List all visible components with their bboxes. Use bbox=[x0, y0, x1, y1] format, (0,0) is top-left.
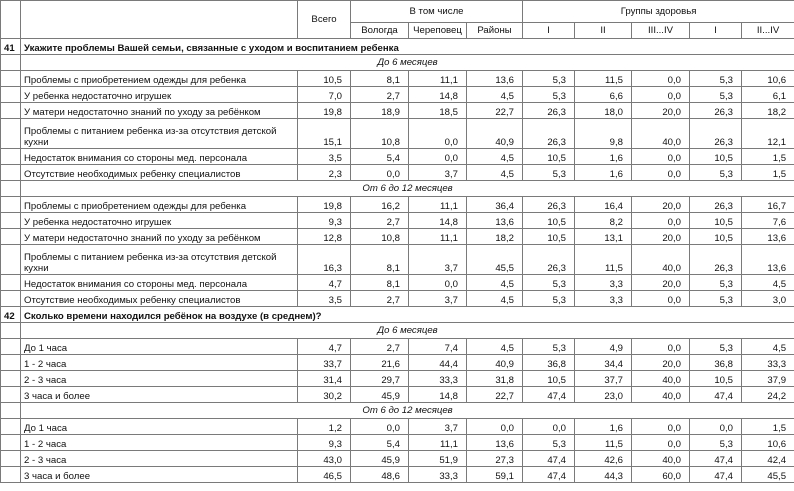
value-cell: 45,9 bbox=[351, 451, 409, 467]
row-label: Проблемы с приобретением одежды для ребенка bbox=[21, 71, 298, 87]
value-cell: 10,5 bbox=[523, 213, 575, 229]
section-title: До 6 месяцев bbox=[21, 323, 794, 339]
value-cell: 40,0 bbox=[632, 387, 690, 403]
row-label: Проблемы с питанием ребенка из-за отсутствия детской кухни bbox=[21, 245, 298, 275]
value-cell: 5,3 bbox=[690, 339, 742, 355]
value-cell: 5,3 bbox=[690, 291, 742, 307]
value-cell: 12,8 bbox=[298, 229, 351, 245]
value-cell: 3,0 bbox=[742, 291, 794, 307]
value-cell: 2,7 bbox=[351, 87, 409, 103]
value-cell: 3,5 bbox=[298, 149, 351, 165]
value-cell: 13,6 bbox=[742, 229, 794, 245]
header-sub-group-1: I bbox=[523, 23, 575, 39]
value-cell: 5,3 bbox=[523, 275, 575, 291]
table-row bbox=[1, 355, 794, 371]
value-cell: 18,2 bbox=[467, 229, 523, 245]
row-label: 2 - 3 часа bbox=[21, 371, 298, 387]
value-cell: 3,5 bbox=[298, 291, 351, 307]
value-cell: 19,8 bbox=[298, 197, 351, 213]
value-cell: 1,6 bbox=[575, 149, 632, 165]
table-row bbox=[1, 165, 794, 181]
value-cell: 42,4 bbox=[742, 451, 794, 467]
row-label: У матери недостаточно знаний по уходу за ребёнком bbox=[21, 103, 298, 119]
value-cell: 4,5 bbox=[742, 275, 794, 291]
value-cell: 60,0 bbox=[632, 467, 690, 483]
value-cell: 31,8 bbox=[467, 371, 523, 387]
table-row bbox=[1, 213, 794, 229]
value-cell: 45,9 bbox=[351, 387, 409, 403]
header-sub-cherepovets: Череповец bbox=[409, 23, 467, 39]
section-num-cell bbox=[1, 181, 21, 197]
value-cell: 33,3 bbox=[742, 355, 794, 371]
value-cell: 4,7 bbox=[298, 339, 351, 355]
value-cell: 37,7 bbox=[575, 371, 632, 387]
value-cell: 5,4 bbox=[351, 149, 409, 165]
table-row bbox=[1, 451, 794, 467]
table-row bbox=[1, 371, 794, 387]
value-cell: 13,6 bbox=[742, 245, 794, 275]
value-cell: 5,3 bbox=[690, 275, 742, 291]
value-cell: 14,8 bbox=[409, 87, 467, 103]
row-num-cell bbox=[1, 119, 21, 149]
value-cell: 24,2 bbox=[742, 387, 794, 403]
value-cell: 26,3 bbox=[523, 197, 575, 213]
section-num-cell bbox=[1, 55, 21, 71]
value-cell: 16,3 bbox=[298, 245, 351, 275]
table-row bbox=[1, 467, 794, 483]
header-health-group: Группы здоровья bbox=[523, 1, 794, 23]
row-num-cell bbox=[1, 371, 21, 387]
value-cell: 15,1 bbox=[298, 119, 351, 149]
question-number: 42 bbox=[1, 307, 21, 323]
header-label-cell bbox=[21, 1, 298, 39]
row-label: 2 - 3 часа bbox=[21, 451, 298, 467]
row-num-cell bbox=[1, 71, 21, 87]
value-cell: 11,1 bbox=[409, 71, 467, 87]
table-row bbox=[1, 291, 794, 307]
header-sub-group-3-4: III...IV bbox=[632, 23, 690, 39]
value-cell: 0,0 bbox=[632, 149, 690, 165]
value-cell: 11,5 bbox=[575, 245, 632, 275]
value-cell: 1,5 bbox=[742, 165, 794, 181]
value-cell: 48,6 bbox=[351, 467, 409, 483]
value-cell: 1,5 bbox=[742, 419, 794, 435]
row-num-cell bbox=[1, 197, 21, 213]
value-cell: 4,7 bbox=[298, 275, 351, 291]
row-num-cell bbox=[1, 149, 21, 165]
value-cell: 10,5 bbox=[298, 71, 351, 87]
value-cell: 6,6 bbox=[575, 87, 632, 103]
value-cell: 10,5 bbox=[690, 229, 742, 245]
value-cell: 29,7 bbox=[351, 371, 409, 387]
section-row bbox=[1, 403, 794, 419]
value-cell: 10,5 bbox=[523, 229, 575, 245]
value-cell: 3,3 bbox=[575, 291, 632, 307]
value-cell: 16,2 bbox=[351, 197, 409, 213]
table-row bbox=[1, 387, 794, 403]
row-num-cell bbox=[1, 451, 21, 467]
header-sub-group-1b: I bbox=[690, 23, 742, 39]
value-cell: 4,5 bbox=[467, 291, 523, 307]
value-cell: 0,0 bbox=[632, 213, 690, 229]
value-cell: 26,3 bbox=[690, 119, 742, 149]
table-row bbox=[1, 339, 794, 355]
value-cell: 40,9 bbox=[467, 355, 523, 371]
value-cell: 7,4 bbox=[409, 339, 467, 355]
value-cell: 6,1 bbox=[742, 87, 794, 103]
table-row bbox=[1, 197, 794, 213]
row-num-cell bbox=[1, 419, 21, 435]
row-num-cell bbox=[1, 245, 21, 275]
question-row bbox=[1, 39, 794, 55]
value-cell: 4,5 bbox=[467, 87, 523, 103]
row-label: До 1 часа bbox=[21, 419, 298, 435]
value-cell: 7,0 bbox=[298, 87, 351, 103]
section-row bbox=[1, 323, 794, 339]
value-cell: 46,5 bbox=[298, 467, 351, 483]
value-cell: 26,3 bbox=[523, 103, 575, 119]
value-cell: 20,0 bbox=[632, 355, 690, 371]
row-num-cell bbox=[1, 213, 21, 229]
value-cell: 0,0 bbox=[632, 71, 690, 87]
question-number: 41 bbox=[1, 39, 21, 55]
value-cell: 45,5 bbox=[467, 245, 523, 275]
section-title: От 6 до 12 месяцев bbox=[21, 181, 794, 197]
section-num-cell bbox=[1, 323, 21, 339]
value-cell: 14,8 bbox=[409, 387, 467, 403]
value-cell: 0,0 bbox=[523, 419, 575, 435]
value-cell: 13,6 bbox=[467, 435, 523, 451]
row-label: У ребенка недостаточно игрушек bbox=[21, 213, 298, 229]
value-cell: 26,3 bbox=[690, 245, 742, 275]
row-label: 3 часа и более bbox=[21, 467, 298, 483]
header-total: Всего bbox=[298, 1, 351, 39]
value-cell: 11,1 bbox=[409, 435, 467, 451]
value-cell: 22,7 bbox=[467, 103, 523, 119]
value-cell: 0,0 bbox=[409, 275, 467, 291]
value-cell: 20,0 bbox=[632, 275, 690, 291]
table-row bbox=[1, 119, 794, 149]
value-cell: 1,5 bbox=[742, 149, 794, 165]
value-cell: 3,7 bbox=[409, 419, 467, 435]
value-cell: 0,0 bbox=[632, 291, 690, 307]
value-cell: 4,5 bbox=[467, 275, 523, 291]
value-cell: 5,3 bbox=[523, 435, 575, 451]
row-label: Проблемы с приобретением одежды для ребенка bbox=[21, 197, 298, 213]
section-num-cell bbox=[1, 403, 21, 419]
value-cell: 26,3 bbox=[523, 245, 575, 275]
value-cell: 44,3 bbox=[575, 467, 632, 483]
question-text: Укажите проблемы Вашей семьи, связанные с уходом и воспитанием ребенка bbox=[21, 39, 794, 55]
value-cell: 0,0 bbox=[467, 419, 523, 435]
table-row bbox=[1, 419, 794, 435]
row-num-cell bbox=[1, 229, 21, 245]
value-cell: 8,1 bbox=[351, 71, 409, 87]
value-cell: 4,5 bbox=[467, 339, 523, 355]
value-cell: 0,0 bbox=[351, 165, 409, 181]
value-cell: 14,8 bbox=[409, 213, 467, 229]
row-label: У ребенка недостаточно игрушек bbox=[21, 87, 298, 103]
value-cell: 36,4 bbox=[467, 197, 523, 213]
value-cell: 9,3 bbox=[298, 435, 351, 451]
value-cell: 19,8 bbox=[298, 103, 351, 119]
value-cell: 59,1 bbox=[467, 467, 523, 483]
value-cell: 0,0 bbox=[409, 119, 467, 149]
value-cell: 0,0 bbox=[351, 419, 409, 435]
row-num-cell bbox=[1, 275, 21, 291]
value-cell: 5,3 bbox=[523, 71, 575, 87]
value-cell: 10,8 bbox=[351, 119, 409, 149]
value-cell: 10,5 bbox=[690, 213, 742, 229]
value-cell: 30,2 bbox=[298, 387, 351, 403]
row-label: Недостаток внимания со стороны мед. персонала bbox=[21, 149, 298, 165]
value-cell: 47,4 bbox=[690, 467, 742, 483]
value-cell: 3,3 bbox=[575, 275, 632, 291]
section-row bbox=[1, 55, 794, 71]
value-cell: 2,7 bbox=[351, 339, 409, 355]
value-cell: 5,3 bbox=[523, 165, 575, 181]
value-cell: 3,7 bbox=[409, 165, 467, 181]
value-cell: 3,7 bbox=[409, 245, 467, 275]
value-cell: 47,4 bbox=[523, 467, 575, 483]
header-sub-districts: Районы bbox=[467, 23, 523, 39]
value-cell: 43,0 bbox=[298, 451, 351, 467]
value-cell: 45,5 bbox=[742, 467, 794, 483]
value-cell: 20,0 bbox=[632, 229, 690, 245]
value-cell: 20,0 bbox=[632, 103, 690, 119]
header-num-cell bbox=[1, 1, 21, 39]
row-label: До 1 часа bbox=[21, 339, 298, 355]
row-label: Проблемы с питанием ребенка из-за отсутствия детской кухни bbox=[21, 119, 298, 149]
row-num-cell bbox=[1, 165, 21, 181]
value-cell: 36,8 bbox=[690, 355, 742, 371]
value-cell: 3,7 bbox=[409, 291, 467, 307]
value-cell: 11,1 bbox=[409, 229, 467, 245]
value-cell: 40,0 bbox=[632, 245, 690, 275]
row-label: 3 часа и более bbox=[21, 387, 298, 403]
value-cell: 27,3 bbox=[467, 451, 523, 467]
value-cell: 4,5 bbox=[467, 165, 523, 181]
value-cell: 16,4 bbox=[575, 197, 632, 213]
table-row bbox=[1, 245, 794, 275]
header-sub-vologda: Вологда bbox=[351, 23, 409, 39]
value-cell: 0,0 bbox=[690, 419, 742, 435]
section-title: От 6 до 12 месяцев bbox=[21, 403, 794, 419]
value-cell: 40,0 bbox=[632, 119, 690, 149]
row-num-cell bbox=[1, 291, 21, 307]
value-cell: 26,3 bbox=[690, 197, 742, 213]
value-cell: 8,2 bbox=[575, 213, 632, 229]
value-cell: 0,0 bbox=[632, 419, 690, 435]
value-cell: 40,9 bbox=[467, 119, 523, 149]
table-row bbox=[1, 275, 794, 291]
value-cell: 10,5 bbox=[690, 371, 742, 387]
section-row bbox=[1, 181, 794, 197]
value-cell: 22,7 bbox=[467, 387, 523, 403]
value-cell: 42,6 bbox=[575, 451, 632, 467]
value-cell: 1,2 bbox=[298, 419, 351, 435]
value-cell: 11,5 bbox=[575, 435, 632, 451]
value-cell: 5,3 bbox=[523, 87, 575, 103]
value-cell: 5,3 bbox=[523, 291, 575, 307]
value-cell: 40,0 bbox=[632, 371, 690, 387]
value-cell: 10,6 bbox=[742, 71, 794, 87]
row-num-cell bbox=[1, 387, 21, 403]
value-cell: 23,0 bbox=[575, 387, 632, 403]
row-label: 1 - 2 часа bbox=[21, 355, 298, 371]
value-cell: 5,3 bbox=[523, 339, 575, 355]
value-cell: 1,6 bbox=[575, 419, 632, 435]
section-title: До 6 месяцев bbox=[21, 55, 794, 71]
table-row bbox=[1, 149, 794, 165]
value-cell: 0,0 bbox=[409, 149, 467, 165]
row-label: 1 - 2 часа bbox=[21, 435, 298, 451]
value-cell: 11,1 bbox=[409, 197, 467, 213]
value-cell: 5,3 bbox=[690, 435, 742, 451]
value-cell: 33,7 bbox=[298, 355, 351, 371]
value-cell: 40,0 bbox=[632, 451, 690, 467]
value-cell: 7,6 bbox=[742, 213, 794, 229]
value-cell: 34,4 bbox=[575, 355, 632, 371]
value-cell: 1,6 bbox=[575, 165, 632, 181]
survey-body bbox=[1, 39, 794, 483]
value-cell: 47,4 bbox=[523, 451, 575, 467]
value-cell: 26,3 bbox=[690, 103, 742, 119]
value-cell: 37,9 bbox=[742, 371, 794, 387]
value-cell: 20,0 bbox=[632, 197, 690, 213]
value-cell: 13,6 bbox=[467, 213, 523, 229]
value-cell: 10,5 bbox=[690, 149, 742, 165]
value-cell: 4,9 bbox=[575, 339, 632, 355]
table-row bbox=[1, 435, 794, 451]
question-text: Сколько времени находился ребёнок на воздухе (в среднем)? bbox=[21, 307, 794, 323]
value-cell: 31,4 bbox=[298, 371, 351, 387]
value-cell: 9,3 bbox=[298, 213, 351, 229]
row-num-cell bbox=[1, 87, 21, 103]
value-cell: 33,3 bbox=[409, 467, 467, 483]
value-cell: 33,3 bbox=[409, 371, 467, 387]
value-cell: 0,0 bbox=[632, 87, 690, 103]
value-cell: 0,0 bbox=[632, 165, 690, 181]
header-row-top bbox=[1, 1, 794, 23]
value-cell: 4,5 bbox=[467, 149, 523, 165]
value-cell: 0,0 bbox=[632, 435, 690, 451]
value-cell: 11,5 bbox=[575, 71, 632, 87]
value-cell: 10,6 bbox=[742, 435, 794, 451]
row-num-cell bbox=[1, 355, 21, 371]
row-num-cell bbox=[1, 103, 21, 119]
value-cell: 18,2 bbox=[742, 103, 794, 119]
value-cell: 18,9 bbox=[351, 103, 409, 119]
row-label: Отсутствие необходимых ребенку специалистов bbox=[21, 165, 298, 181]
row-num-cell bbox=[1, 467, 21, 483]
value-cell: 8,1 bbox=[351, 275, 409, 291]
value-cell: 47,4 bbox=[690, 387, 742, 403]
value-cell: 5,3 bbox=[690, 87, 742, 103]
value-cell: 2,7 bbox=[351, 213, 409, 229]
value-cell: 47,4 bbox=[690, 451, 742, 467]
table-row bbox=[1, 103, 794, 119]
value-cell: 8,1 bbox=[351, 245, 409, 275]
value-cell: 10,5 bbox=[523, 149, 575, 165]
value-cell: 5,4 bbox=[351, 435, 409, 451]
value-cell: 16,7 bbox=[742, 197, 794, 213]
table-row bbox=[1, 71, 794, 87]
value-cell: 12,1 bbox=[742, 119, 794, 149]
value-cell: 18,0 bbox=[575, 103, 632, 119]
row-label: Недостаток внимания со стороны мед. персонала bbox=[21, 275, 298, 291]
row-num-cell bbox=[1, 339, 21, 355]
table-row bbox=[1, 229, 794, 245]
value-cell: 10,5 bbox=[523, 371, 575, 387]
value-cell: 51,9 bbox=[409, 451, 467, 467]
value-cell: 2,7 bbox=[351, 291, 409, 307]
value-cell: 10,8 bbox=[351, 229, 409, 245]
value-cell: 26,3 bbox=[523, 119, 575, 149]
header-sub-group-2-4: II...IV bbox=[742, 23, 794, 39]
table-row bbox=[1, 87, 794, 103]
value-cell: 13,1 bbox=[575, 229, 632, 245]
row-num-cell bbox=[1, 435, 21, 451]
row-label: Отсутствие необходимых ребенку специалистов bbox=[21, 291, 298, 307]
value-cell: 18,5 bbox=[409, 103, 467, 119]
value-cell: 47,4 bbox=[523, 387, 575, 403]
question-row bbox=[1, 307, 794, 323]
value-cell: 0,0 bbox=[632, 339, 690, 355]
value-cell: 5,3 bbox=[690, 71, 742, 87]
header-including-group: В том числе bbox=[351, 1, 523, 23]
value-cell: 4,5 bbox=[742, 339, 794, 355]
value-cell: 36,8 bbox=[523, 355, 575, 371]
row-label: У матери недостаточно знаний по уходу за ребёнком bbox=[21, 229, 298, 245]
value-cell: 5,3 bbox=[690, 165, 742, 181]
value-cell: 9,8 bbox=[575, 119, 632, 149]
value-cell: 13,6 bbox=[467, 71, 523, 87]
value-cell: 44,4 bbox=[409, 355, 467, 371]
value-cell: 2,3 bbox=[298, 165, 351, 181]
value-cell: 21,6 bbox=[351, 355, 409, 371]
header-sub-group-2: II bbox=[575, 23, 632, 39]
